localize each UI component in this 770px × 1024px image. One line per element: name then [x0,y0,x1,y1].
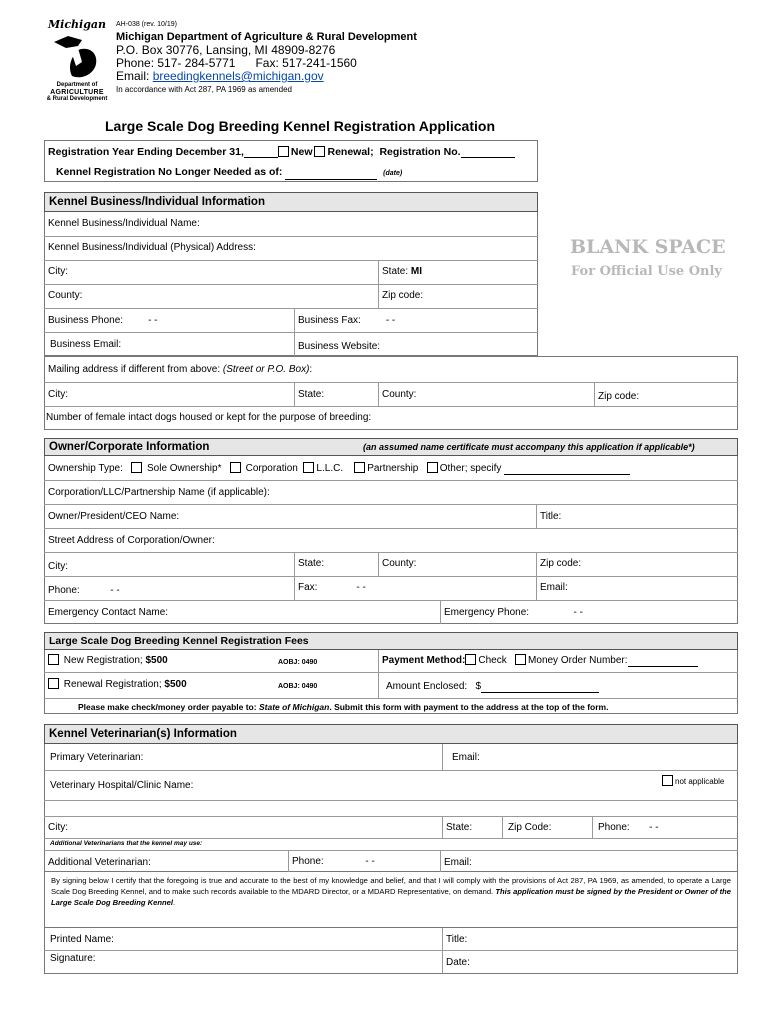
kennel-section-heading: Kennel Business/Individual Information [44,192,538,212]
header-block [116,18,516,96]
kennel-email-field[interactable]: Business Email: [50,339,122,350]
corp-name-field[interactable]: Corporation/LLC/Partnership Name (if applicable): [48,487,270,498]
email-link[interactable]: breedingkennels@michigan.gov [152,69,324,83]
kennel-zip-field[interactable]: Zip code: [382,290,424,301]
owner-street-field[interactable]: Street Address of Corporation/Owner: [48,535,215,546]
michigan-map-icon [48,32,106,82]
aobj-renewal: AOBJ: 0490 [278,683,318,690]
vet-phone-field[interactable]: Phone: - - [598,822,659,833]
additional-vets-note: Additional Veterinarians that the kennel may use: [50,840,203,847]
act-note: In accordance with Act 287, PA 1969 as amended [116,85,292,94]
owner-state-field[interactable]: State: [298,558,325,569]
corporation-checkbox[interactable] [230,462,241,473]
owner-city-field[interactable]: City: [48,561,68,572]
contact-email: Email: breedingkennels@michigan.gov [116,69,324,83]
owner-fax-field[interactable]: Fax: - - [298,582,366,593]
kennel-state-field[interactable]: State: MI [382,266,423,277]
amount-enclosed-field[interactable]: Amount Enclosed: $ [386,681,599,693]
renewal-registration-option[interactable]: Renewal Registration; $500 [48,678,187,691]
renewal-registration-checkbox[interactable] [48,678,59,689]
mailing-zip-field[interactable]: Zip code: [598,391,640,402]
emergency-phone-field[interactable]: Emergency Phone: - - [444,607,583,618]
logo-wordmark: Michigan [48,18,107,31]
additional-vet-email-field[interactable]: Email: [444,857,472,868]
payment-note: Please make check/money order payable to: State of Michigan. Submit this form with payment to the address at the top of the form. [78,702,609,712]
owner-zip-field[interactable]: Zip code: [540,558,582,569]
official-use-label: For Official Use Only [571,264,722,279]
official-blank-label: BLANK SPACE [570,236,726,258]
kennel-website-field[interactable]: Business Website: [298,341,381,352]
kennel-county-field[interactable]: County: [48,290,83,301]
mailing-city-field[interactable]: City: [48,389,68,400]
vet-email-field[interactable]: Email: [452,752,480,763]
signature-grid [44,928,738,974]
printed-name-field[interactable]: Printed Name: [50,934,114,945]
mailing-address-field[interactable]: Mailing address if different from above: (Street or P.O. Box): [48,364,313,375]
registration-year-row: Registration Year Ending December 31, New Renewal; Registration No. [48,146,515,158]
llc-checkbox[interactable] [303,462,314,473]
mailing-county-field[interactable]: County: [382,389,417,400]
additional-vet-field[interactable]: Additional Veterinarian: [48,857,151,868]
owner-county-field[interactable]: County: [382,558,417,569]
female-dogs-field[interactable]: Number of female intact dogs housed or kept for the purpose of breeding: [46,412,372,423]
sole-ownership-checkbox[interactable] [131,462,142,473]
payment-method-row: Payment Method: Check Money Order Number: [382,654,698,667]
department-address: P.O. Box 30776, Lansing, MI 48909-8276 [116,43,336,57]
owner-title-field[interactable]: Title: [540,511,562,522]
partnership-checkbox[interactable] [354,462,365,473]
signer-title-field[interactable]: Title: [446,934,468,945]
owner-section-heading: Owner/Corporate Information (an assumed name certificate must accompany this application if applicable*) [44,438,738,456]
logo-department: Department of AGRICULTURE & Rural Development [46,82,108,102]
not-applicable-checkbox[interactable] [662,775,673,786]
additional-vet-phone-field[interactable]: Phone: - - [292,856,375,867]
new-registration-checkbox[interactable] [48,654,59,665]
mdard-logo [44,18,110,104]
vet-grid [44,744,738,872]
contact-phone-fax: Phone: 517- 284-5771 Fax: 517-241-1560 [116,56,357,70]
vet-hospital-field[interactable]: Veterinary Hospital/Clinic Name: [50,780,194,791]
primary-vet-field[interactable]: Primary Veterinarian: [50,752,144,763]
vet-zip-field[interactable]: Zip Code: [508,822,552,833]
date-field[interactable]: Date: [446,957,470,968]
renewal-checkbox[interactable] [314,146,325,157]
form-number: AH-038 (rev. 10/19) [116,21,177,28]
certification-text: By signing below I certify that the foregoing is true and accurate to the best of my knowledge and belief, and that I will comply with the provisions of Act 287, PA 1969, as amended, to operate a Large Scale Dog Breeding Kennel, and to make such records available to the MDARD Director, or a MDARD Representative, on demand. This application must be signed by the President or Owner of the Large Scale Dog Breeding Kennel. [44,872,738,928]
emergency-contact-field[interactable]: Emergency Contact Name: [48,607,169,618]
money-order-checkbox[interactable] [515,654,526,665]
aobj-new: AOBJ: 0490 [278,659,318,666]
kennel-phone-field[interactable]: Business Phone: - - [48,315,158,326]
page-title: Large Scale Dog Breeding Kennel Registration Application [105,118,495,134]
owner-email-field[interactable]: Email: [540,582,568,593]
owner-phone-field[interactable]: Phone: - - [48,585,120,596]
department-name: Michigan Department of Agriculture & Rural Development [116,31,417,43]
fees-section-heading: Large Scale Dog Breeding Kennel Registration Fees [44,632,738,650]
new-checkbox[interactable] [278,146,289,157]
kennel-name-field[interactable]: Kennel Business/Individual Name: [48,218,200,229]
mailing-state-field[interactable]: State: [298,389,325,400]
no-longer-needed-row: Kennel Registration No Longer Needed as of: (date) [56,166,403,178]
kennel-fax-field[interactable]: Business Fax: - - [298,315,396,326]
signature-field[interactable]: Signature: [50,953,96,964]
new-registration-option[interactable]: New Registration; $500 [48,654,168,667]
not-applicable-option[interactable]: not applicable [662,775,724,788]
kennel-address-field[interactable]: Kennel Business/Individual (Physical) Address: [48,242,256,253]
other-checkbox[interactable] [427,462,438,473]
vet-section-heading: Kennel Veterinarian(s) Information [44,724,738,744]
kennel-city-field[interactable]: City: [48,266,68,277]
check-checkbox[interactable] [465,654,476,665]
vet-state-field[interactable]: State: [446,822,473,833]
ownership-type-row: Ownership Type: Sole Ownership* Corporation L.L.C. Partnership Other; specify [48,462,630,475]
ceo-name-field[interactable]: Owner/President/CEO Name: [48,511,180,522]
vet-city-field[interactable]: City: [48,822,68,833]
